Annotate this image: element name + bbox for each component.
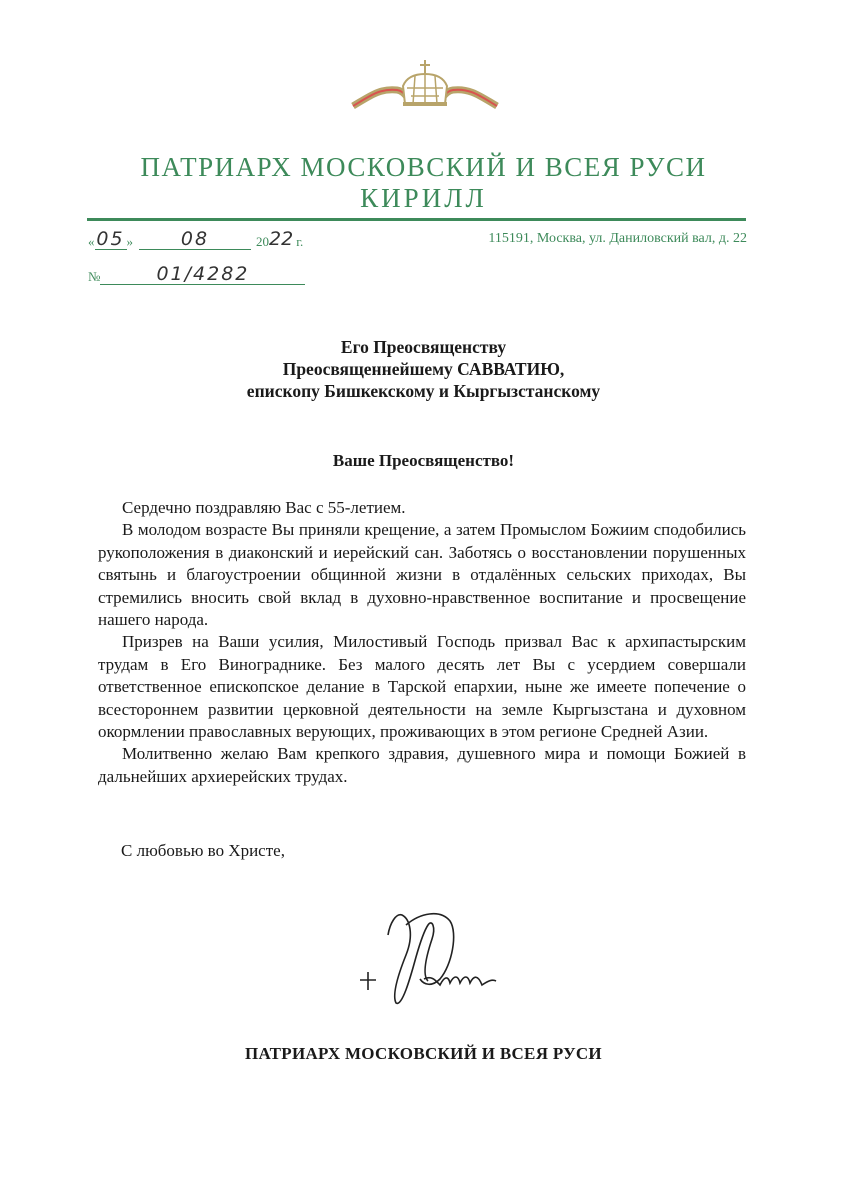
addressee-line-3: епископу Бишкекскому и Кыргызстанскому [246,381,601,401]
body-paragraph: Молитвенно желаю Вам крепкого здравия, душевного мира и помощи Божией в дальнейших архиерейских трудах. [98,744,746,786]
body-paragraph: Призрев на Ваши усилия, Милостивый Господь призвал Вас к архипастырским трудам в Его Винограднике. Без малого десять лет Вы с усердием совершали ответственное епископское делание в Тарской епархии, ныне же имеете попечение о всестороннем развитии церковной деятельности на земле Кыргызстана и духовном окормлении православных верующих, проживающих в этом регионе Средней Азии. [98,632,746,742]
date-month: 08 [139,229,251,250]
addressee-block [0,336,847,402]
letterhead-name: КИРИЛЛ [360,183,487,213]
body-paragraph: В молодом возрасте Вы приняли крещение, а затем Промыслом Божиим сподобились рукоположения в диаконский и иерейский сан. Заботясь о восстановлении порушенных святынь и благоустроении общинной жизни в отдалённых сельских приходах, Вы стремились вносить свой вклад в духовно-нравственное воспитание и просвещение нашего народа. [98,520,746,630]
addressee-line-1: Его Преосвященству [340,337,507,357]
date-open-quote: « [88,234,95,249]
document-number: 01/4282 [100,264,305,285]
date-close-quote: » [126,234,133,249]
body-paragraph: Сердечно поздравляю Вас с 55-летием. [122,498,406,517]
signatory-title: ПАТРИАРХ МОСКОВСКИЙ И ВСЕЯ РУСИ [245,1044,602,1063]
postal-address: 115191, Москва, ул. Даниловский вал, д. 22 [488,231,747,246]
crown-emblem-icon [345,58,505,118]
signature-icon [340,895,520,1015]
date-line [88,228,303,250]
addressee-line-2: Преосвященнейшему САВВАТИЮ, [282,359,565,379]
letter-body [98,497,746,788]
date-day: 05 [96,228,125,250]
date-year-prefix: 20 [256,234,269,249]
number-label: № [88,269,101,284]
closing-phrase: С любовью во Христе, [121,841,285,860]
date-year-suffix: 22 [269,228,294,250]
letterhead-divider [87,218,746,221]
date-year-unit: г. [296,234,304,249]
salutation: Ваше Преосвященство! [332,451,515,470]
letterhead-title: ПАТРИАРХ МОСКОВСКИЙ И ВСЕЯ РУСИ [140,152,707,182]
document-number-line [88,263,305,285]
